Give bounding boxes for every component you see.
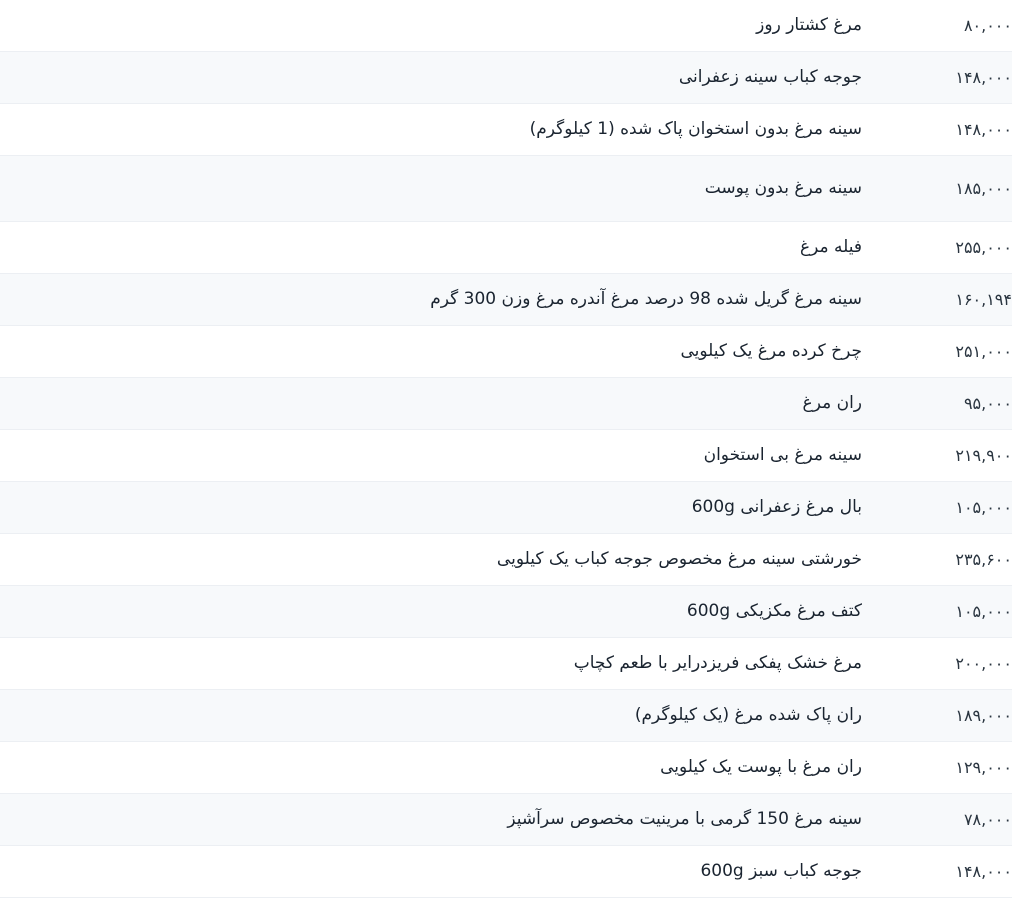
product-name-cell: بال مرغ زعفرانی 600g	[691, 496, 862, 517]
product-name-cell: مرغ خشک پفکی فریزدرایر با طعم کچاپ	[573, 652, 862, 673]
product-price-cell: ۱۶۰,۱۹۴	[955, 290, 1012, 309]
product-name-cell: جوجه کباب سبز 600g	[700, 860, 862, 881]
table-row[interactable]	[0, 794, 1012, 846]
table-row[interactable]	[0, 0, 1012, 52]
product-price-cell: ۲۰۰,۰۰۰	[955, 654, 1012, 673]
product-price-cell: ۱۲۹,۰۰۰	[955, 758, 1012, 777]
product-price-cell: ۲۱۹,۹۰۰	[955, 446, 1012, 465]
product-price-cell: ۸۰,۰۰۰	[963, 16, 1012, 35]
table-row[interactable]	[0, 846, 1012, 898]
table-row[interactable]	[0, 274, 1012, 326]
table-row[interactable]	[0, 638, 1012, 690]
table-row[interactable]	[0, 690, 1012, 742]
table-row[interactable]	[0, 104, 1012, 156]
product-name-cell: ران پاک شده مرغ (یک کیلوگرم)	[634, 704, 862, 725]
product-price-cell: ۱۴۸,۰۰۰	[955, 120, 1012, 139]
table-row[interactable]	[0, 586, 1012, 638]
product-name-cell: سینه مرغ 150 گرمی با مرینیت مخصوص سرآشپز	[507, 808, 862, 829]
product-name-cell: مرغ کشتار روز	[756, 14, 862, 35]
product-name-cell: ران مرغ	[802, 392, 862, 413]
table-row[interactable]	[0, 378, 1012, 430]
table-row[interactable]	[0, 52, 1012, 104]
product-name-cell: سینه مرغ بدون استخوان پاک شده (1 کیلوگرم)	[529, 118, 862, 139]
product-name-cell: چرخ کرده مرغ یک کیلویی	[680, 340, 862, 361]
product-price-cell: ۷۸,۰۰۰	[963, 810, 1012, 829]
product-price-cell: ۲۵۱,۰۰۰	[955, 342, 1012, 361]
table-row[interactable]	[0, 222, 1012, 274]
product-price-cell: ۱۸۹,۰۰۰	[955, 706, 1012, 725]
table-row[interactable]	[0, 430, 1012, 482]
table-row[interactable]	[0, 156, 1012, 222]
product-price-cell: ۱۴۸,۰۰۰	[955, 68, 1012, 87]
product-price-cell: ۲۵۵,۰۰۰	[955, 238, 1012, 257]
product-name-cell: جوجه کباب سینه زعفرانی	[678, 66, 862, 87]
product-price-cell: ۱۰۵,۰۰۰	[955, 498, 1012, 517]
table-row[interactable]	[0, 482, 1012, 534]
product-name-cell: ران مرغ با پوست یک کیلویی	[660, 756, 862, 777]
product-name-cell: سینه مرغ گریل شده 98 درصد مرغ آندره مرغ وزن 300 گرم	[430, 288, 862, 309]
product-name-cell: خورشتی سینه مرغ مخصوص جوجه کباب یک کیلویی	[496, 548, 862, 569]
product-name-cell: فیله مرغ	[799, 236, 862, 257]
product-price-cell: ۱۸۵,۰۰۰	[955, 179, 1012, 198]
table-row[interactable]	[0, 742, 1012, 794]
product-price-cell: ۱۰۵,۰۰۰	[955, 602, 1012, 621]
table-row[interactable]	[0, 326, 1012, 378]
product-price-cell: ۹۵,۰۰۰	[963, 394, 1012, 413]
product-price-cell: ۲۳۵,۶۰۰	[955, 550, 1012, 569]
product-name-cell: سینه مرغ بدون پوست	[704, 177, 862, 198]
product-name-cell: کتف مرغ مکزیکی 600g	[686, 600, 862, 621]
table-row[interactable]	[0, 534, 1012, 586]
product-price-cell: ۱۴۸,۰۰۰	[955, 862, 1012, 881]
product-name-cell: سینه مرغ بی استخوان	[703, 444, 862, 465]
